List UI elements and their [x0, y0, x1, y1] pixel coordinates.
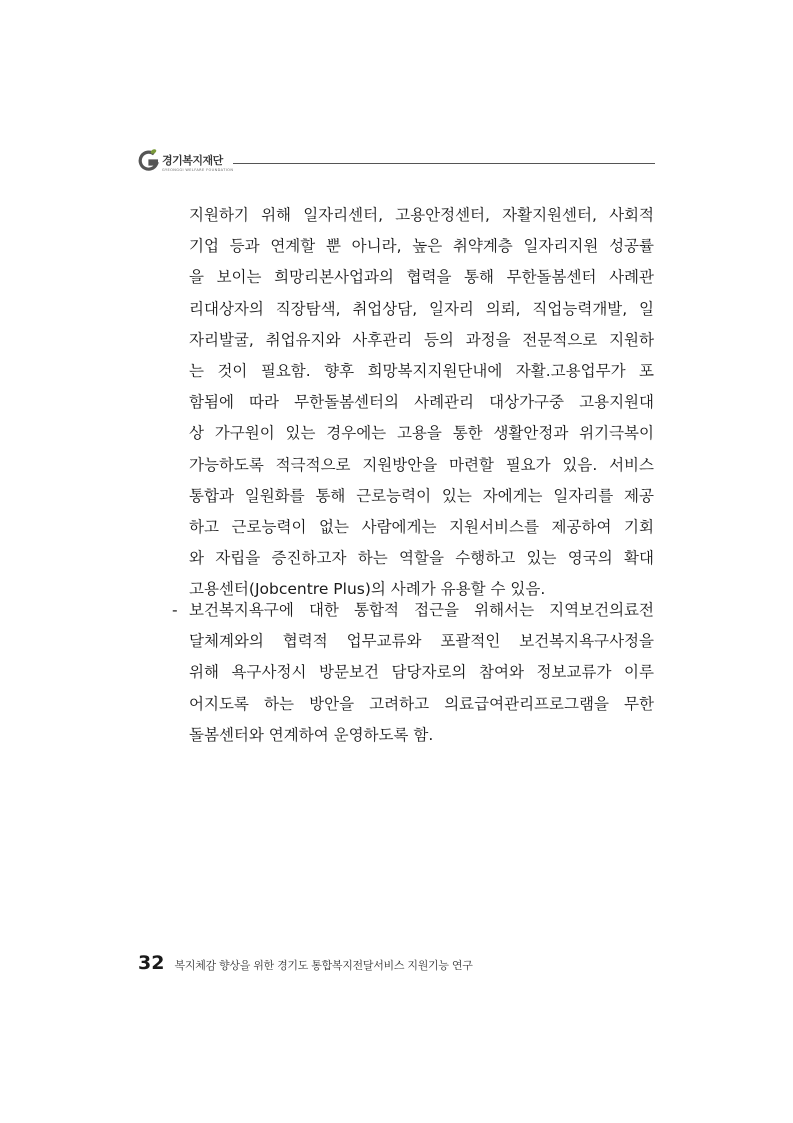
- org-name: 경기복지재단: [162, 154, 223, 167]
- page-header: [138, 146, 655, 180]
- text-line: 와 자립을 증진하고자 하는 역할을 수행하고 있는 영국의 확대: [189, 549, 654, 568]
- text-line: 위해 욕구사정시 방문보건 담당자로의 참여와 정보교류가 이루: [189, 663, 654, 682]
- text-line: 통합과 일원화를 통해 근로능력이 있는 자에게는 일자리를 제공: [189, 486, 654, 505]
- body-paragraph-2: [189, 595, 654, 751]
- text-line: 보건복지욕구에 대한 통합적 접근을 위해서는 지역보건의료전: [189, 601, 654, 619]
- page-number: 32: [138, 952, 165, 974]
- org-subtitle: GYEONGGI WELFARE FOUNDATION: [162, 168, 234, 172]
- text-line: 는 것이 필요함. 향후 희망복지지원단내에 자활.고용업무가 포: [189, 362, 654, 381]
- text-line: 돌봄센터와 연계하여 운영하도록 함.: [189, 725, 434, 744]
- text-line: 자리발굴, 취업유지와 사후관리 등의 과정을 전문적으로 지원하: [189, 330, 654, 349]
- text-line: 기업 등과 연계할 뿐 아니라, 높은 취약계층 일자리지원 성공률: [189, 237, 654, 256]
- page-footer: [138, 952, 473, 974]
- body-paragraph-1: [189, 200, 654, 606]
- header-rule: [233, 163, 655, 164]
- foundation-logo-icon: [138, 148, 160, 174]
- text-line: 하고 근로능력이 없는 사람에게는 지원서비스를 제공하여 기회: [189, 518, 654, 537]
- text-line: 리대상자의 직장탐색, 취업상담, 일자리 의뢰, 직업능력개발, 일: [189, 299, 654, 318]
- text-line: 달체계와의 협력적 업무교류와 포괄적인 보건복지욕구사정을: [189, 632, 654, 651]
- text-line: 가능하도록 적극적으로 지원방안을 마련할 필요가 있음. 서비스: [189, 455, 654, 474]
- text-line: 상 가구원이 있는 경우에는 고용을 통한 생활안정과 위기극복이: [189, 424, 654, 443]
- bullet-marker: -: [172, 601, 178, 619]
- text-line: 어지도록 하는 방안을 고려하고 의료급여관리프로그램을 무한: [189, 694, 654, 713]
- text-line: 지원하기 위해 일자리센터, 고용안정센터, 자활지원센터, 사회적: [189, 206, 654, 224]
- footer-title: 복지체감 향상을 위한 경기도 통합복지전달서비스 지원기능 연구: [174, 959, 473, 972]
- text-line: 함됨에 따라 무한돌봄센터의 사례관리 대상가구중 고용지원대: [189, 393, 654, 412]
- text-line: 을 보이는 희망리본사업과의 협력을 통해 무한돌봄센터 사례관: [189, 268, 654, 287]
- text-line: 고용센터(Jobcentre Plus)의 사례가 유용할 수 있음.: [189, 580, 546, 599]
